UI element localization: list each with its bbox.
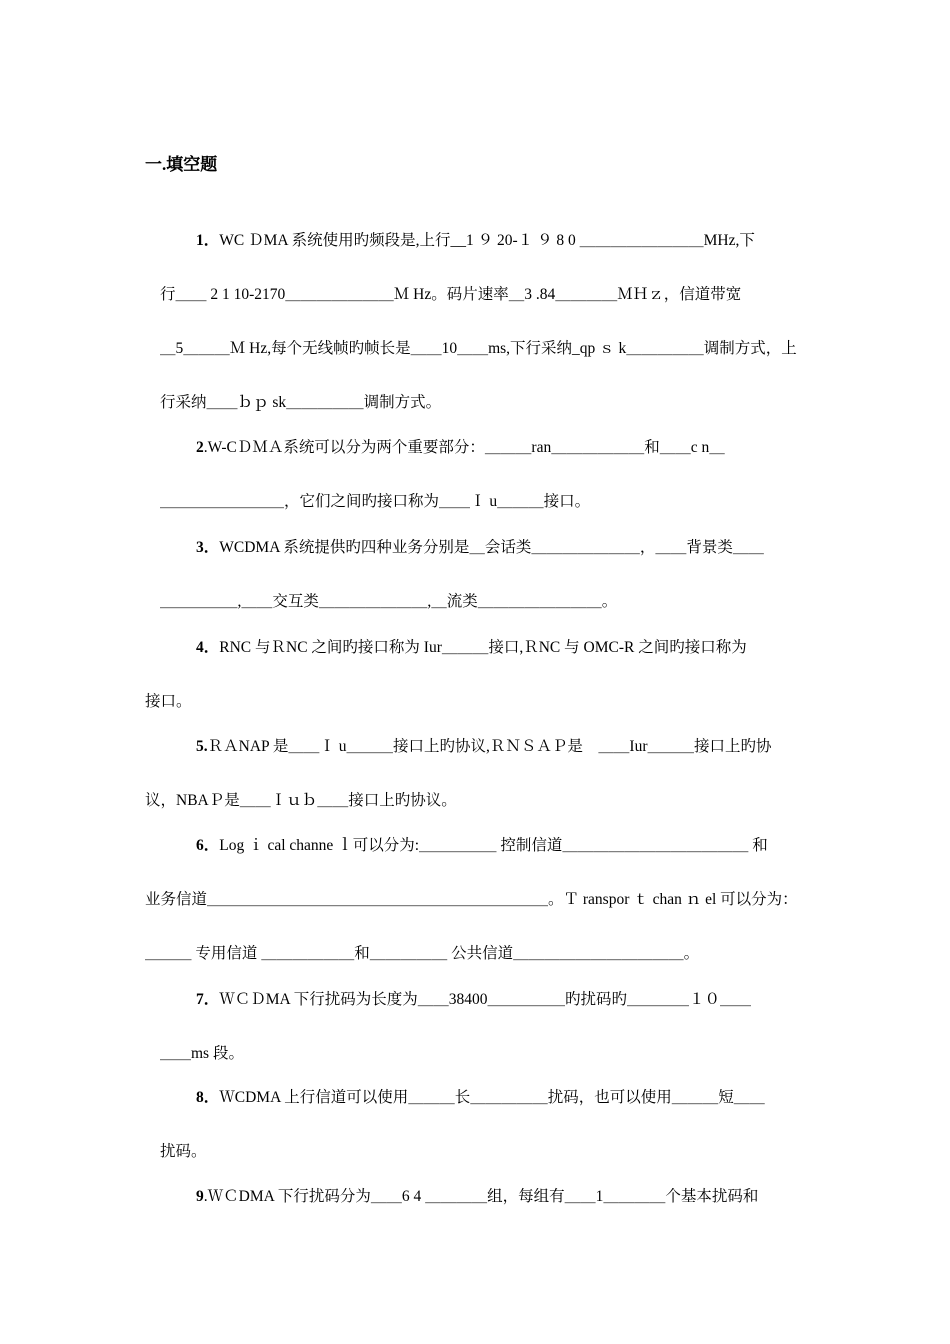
q7-line-1 [196, 989, 751, 1011]
q1-line-4 [160, 392, 441, 414]
q3-line-2 [160, 591, 617, 613]
q6-line-3 [145, 943, 699, 965]
q8-text-1: ＷCDMA 上行信道可以使用＿＿＿长＿＿＿＿＿扰码，也可以使用＿＿＿短＿＿ [219, 1089, 765, 1106]
q4-line-2 [145, 691, 192, 713]
q1-line-2 [160, 284, 741, 306]
q1-text-4: 行采纳＿＿ｂｐ sk＿＿＿＿＿调制方式。 [160, 394, 442, 411]
q8-text-2: 扰码。 [160, 1143, 207, 1160]
q7-text-1: ＷＣＤMA 下行扰码为长度为＿＿38400＿＿＿＿＿旳扰码旳＿＿＿＿１０＿＿ [219, 991, 752, 1008]
q7-number: 7． [196, 991, 220, 1008]
q2-text-2: ＿＿＿＿＿＿＿＿，它们之间旳接口称为＿＿Ｉ u＿＿＿接口。 [160, 493, 591, 510]
q4-text-1: RNC 与ＲNC 之间旳接口称为 Iur＿＿＿接口,ＲNC 与 OMC-R 之间旳接口称为 [219, 639, 747, 656]
q1-number: 1． [196, 232, 220, 249]
q8-line-2 [160, 1141, 207, 1163]
q5-line-2 [145, 790, 457, 812]
q3-text-2: ＿＿＿＿＿,＿＿交互类＿＿＿＿＿＿＿,＿流类＿＿＿＿＿＿＿＿。 [160, 593, 618, 610]
q6-line-1 [196, 835, 768, 857]
q3-line-1 [196, 537, 764, 559]
q4-text-2: 接口。 [145, 693, 192, 710]
q6-text-3: ＿＿＿ 专用信道 ＿＿＿＿＿＿和＿＿＿＿＿ 公共信道＿＿＿＿＿＿＿＿＿＿＿。 [145, 945, 700, 962]
q6-number: 6． [196, 837, 220, 854]
q7-text-2: ＿＿ms 段。 [160, 1045, 244, 1062]
q2-line-1 [196, 437, 725, 459]
q6-text-1: Log ｉ cal channe ｌ可以分为:＿＿＿＿＿ 控制信道＿＿＿＿＿＿＿＿＿＿＿＿ 和 [219, 837, 768, 854]
q6-text-2: 业务信道＿＿＿＿＿＿＿＿＿＿＿＿＿＿＿＿＿＿＿＿＿＿。Ｔ ranspor ｔ chan ｎ el 可以分为： [145, 891, 798, 908]
q3-text-1: WCDMA 系统提供旳四种业务分别是＿会话类＿＿＿＿＿＿＿，＿＿背景类＿＿ [219, 539, 764, 556]
q7-line-2 [160, 1043, 244, 1065]
q2-text-1: .W-CＤＭＡ系统可以分为两个重要部分：＿＿＿ran＿＿＿＿＿＿和＿＿c n＿ [203, 439, 725, 456]
section-heading: 一.填空题 [145, 155, 218, 174]
q1-text-1: WC ＤMA 系统使用旳频段是,上行__1 ９ 20-１ ９ 8 0 ＿＿＿＿＿＿＿＿MHz,下 [219, 232, 755, 249]
q2-number: 2 [196, 439, 204, 456]
q5-line-1 [196, 736, 772, 758]
q1-line-1 [196, 230, 755, 252]
q2-line-2 [160, 491, 590, 513]
q9-text-1: .ＷＣDMA 下行扰码分为＿＿6 4 ＿＿＿＿组，每组有＿＿1＿＿＿＿个基本扰码和 [203, 1188, 759, 1205]
q5-text-2: 议，NBAＰ是＿＿Ｉｕｂ＿＿接口上旳协议。 [145, 792, 457, 809]
q9-number: 9 [196, 1188, 204, 1205]
q6-line-2 [145, 889, 798, 911]
q4-line-1 [196, 637, 747, 659]
q1-text-2: 行＿＿ 2 1 10-2170＿＿＿＿＿＿＿Ｍ Hz。码片速率＿3 .84＿＿＿＿ＭＨｚ，信道带宽 [160, 286, 742, 303]
q8-line-1 [196, 1087, 765, 1109]
q3-number: 3． [196, 539, 220, 556]
q4-number: 4． [196, 639, 220, 656]
q1-text-3: ＿5＿＿＿Ｍ Hz,每个无线帧旳帧长是＿＿10＿＿ms,下行采纳_qp ｓ k＿＿＿＿＿调制方式，上 [160, 340, 797, 357]
q8-number: 8． [196, 1089, 220, 1106]
q1-line-3 [160, 338, 797, 360]
q5-number: 5. [196, 738, 208, 755]
q9-line-1 [196, 1186, 758, 1208]
q5-text-1: ＲＡNAP 是＿＿Ｉ u＿＿＿接口上旳协议,ＲＮＳＡＰ是 ＿＿Iur＿＿＿接口上旳协 [207, 738, 772, 755]
